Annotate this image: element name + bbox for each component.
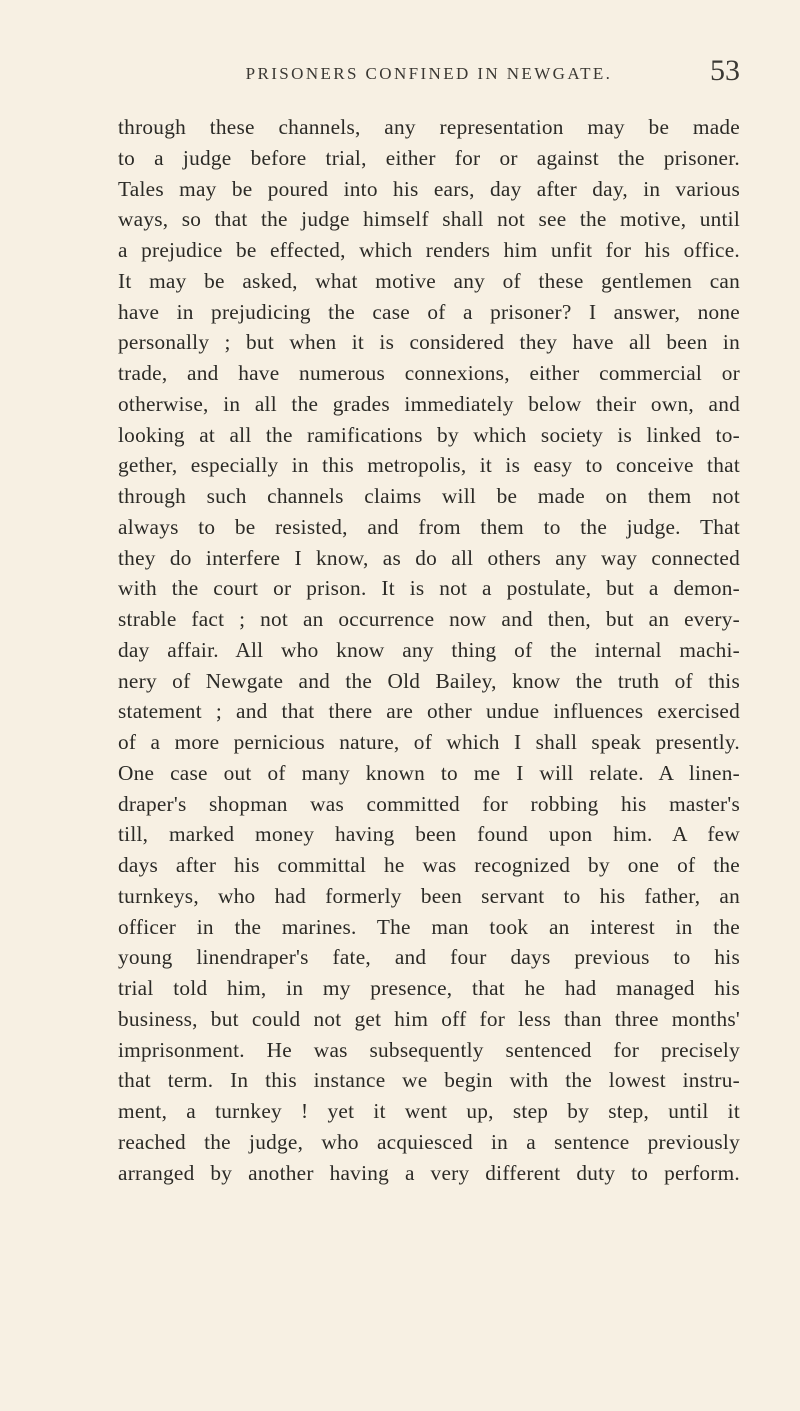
text-line: turnkeys, who had formerly been servant to his father, an [118,883,740,908]
page-number: 53 [710,54,740,87]
text-line: nery of Newgate and the Old Bailey, know the truth of this [118,668,740,693]
body-text [118,112,740,1188]
text-line: One case out of many known to me I will relate. A linen- [118,760,740,785]
text-line: It may be asked, what motive any of these gentlemen can [118,268,740,293]
text-line: through such channels claims will be made on them not [118,484,740,508]
text-line: trial told him, in my presence, that he had managed his [118,976,740,1000]
text-line: day affair. All who know any thing of the internal machi- [118,637,740,662]
text-line: arranged by another having a very different duty to perform. [118,1160,740,1185]
text-line: to a judge before trial, either for or against the prisoner. [118,145,740,170]
text-line: looking at all the ramifications by which society is linked to- [118,422,740,447]
text-line: otherwise, in all the grades immediately below their own, and [118,391,740,416]
text-line: always to be resisted, and from them to the judge. That [118,514,740,539]
text-line: with the court or prison. It is not a postulate, but a demon- [118,576,740,601]
text-line: till, marked money having been found upon him. A few [118,822,740,847]
text-line: business, but could not get him off for less than three months' [118,1006,740,1031]
text-line: young linendraper's fate, and four days previous to his [118,945,740,970]
page-header [118,54,740,100]
text-line: gether, especially in this metropolis, it is easy to conceive that [118,453,740,478]
text-line: Tales may be poured into his ears, day after day, in various [118,176,740,201]
text-line: officer in the marines. The man took an interest in the [118,914,740,939]
text-line: through these channels, any representation may be made [118,115,740,139]
text-line: personally ; but when it is considered they have all been in [118,330,740,355]
text-line: ways, so that the judge himself shall not see the motive, until [118,207,740,232]
running-head: PRISONERS CONFINED IN NEWGATE. [245,64,613,83]
text-line: a prejudice be effected, which renders him unfit for his office. [118,238,740,262]
text-line: statement ; and that there are other undue influences exercised [118,699,740,724]
text-line: ment, a turnkey ! yet it went up, step by step, until it [118,1099,740,1123]
text-line: have in prejudicing the case of a prisoner? I answer, none [118,299,740,324]
text-line: of a more pernicious nature, of which I shall speak presently. [118,730,740,754]
text-line: strable fact ; not an occurrence now and then, but an every- [118,607,740,631]
text-line: trade, and have numerous connexions, either commercial or [118,361,740,385]
text-line: they do interfere I know, as do all others any way connected [118,545,740,570]
text-line: reached the judge, who acquiesced in a sentence previously [118,1129,740,1154]
text-line: days after his committal he was recognized by one of the [118,853,740,877]
text-line: imprisonment. He was subsequently sentenced for precisely [118,1037,740,1062]
text-line: draper's shopman was committed for robbing his master's [118,791,740,816]
text-line: that term. In this instance we begin with the lowest instru- [118,1068,740,1093]
